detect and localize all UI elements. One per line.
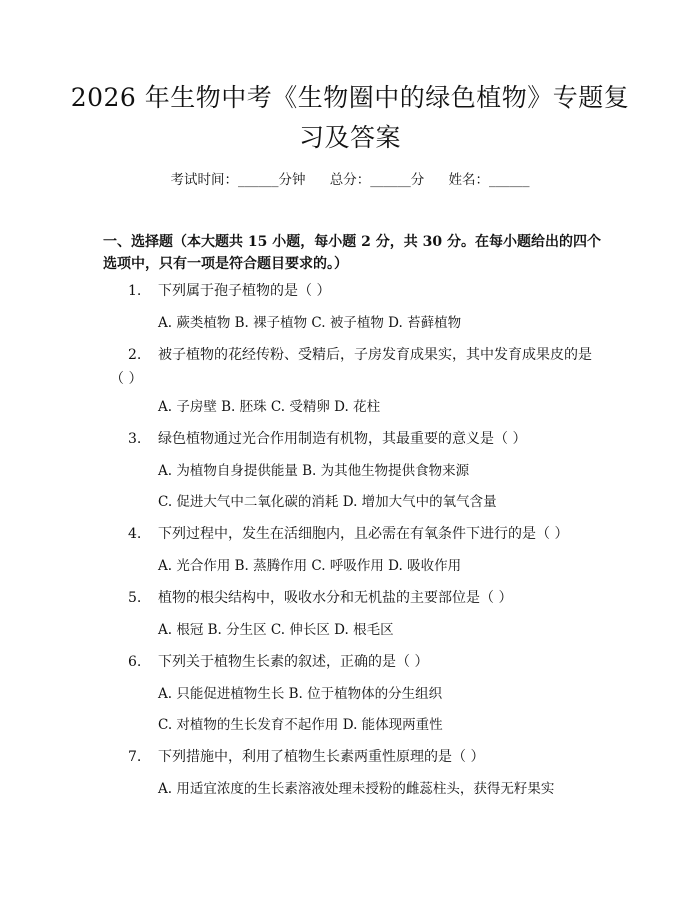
question-number: 1. — [128, 283, 142, 299]
question-7 — [110, 745, 592, 769]
question-number: 6. — [128, 654, 142, 670]
question-6-options-line1: A. 只能促进植物生长 B. 位于植物体的分生组织 — [158, 686, 443, 702]
question-1 — [110, 279, 592, 303]
question-text: 下列关于植物生长素的叙述，正确的是（ ） — [158, 654, 429, 670]
question-3 — [110, 427, 592, 451]
student-name-field: 姓名：______ — [448, 172, 530, 188]
question-number: 7. — [128, 749, 142, 765]
question-2-options: A. 子房壁 B. 胚珠 C. 受精卵 D. 花柱 — [158, 399, 381, 415]
question-number: 2. — [128, 347, 142, 363]
question-3-options-line1: A. 为植物自身提供能量 B. 为其他生物提供食物来源 — [158, 463, 470, 479]
question-2 — [110, 343, 592, 391]
question-text: 植物的根尖结构中，吸收水分和无机盐的主要部位是（ ） — [158, 590, 513, 606]
question-text: 下列措施中，利用了植物生长素两重性原理的是（ ） — [158, 749, 485, 765]
exam-time-field: 考试时间：______分钟 — [170, 172, 306, 188]
section-heading-choice: 一、选择题（本大题共 15 小题，每小题 2 分，共 30 分。在每小题给出的四个选项中，只有一项是符合题目要求的。） — [103, 234, 601, 272]
question-6 — [110, 650, 592, 674]
question-5-options: A. 根冠 B. 分生区 C. 伸长区 D. 根毛区 — [158, 622, 394, 638]
page-title: 2026 年生物中考《生物圈中的绿色植物》专题复习及答案 — [70, 83, 630, 152]
question-5 — [110, 586, 592, 610]
total-score-field: 总分：______分 — [329, 172, 425, 188]
question-4 — [110, 522, 592, 546]
question-4-options: A. 光合作用 B. 蒸腾作用 C. 呼吸作用 D. 吸收作用 — [158, 558, 462, 574]
question-number: 4. — [128, 526, 142, 542]
question-6-options-line2: C. 对植物的生长发育不起作用 D. 能体现两重性 — [158, 717, 443, 733]
question-3-options-line2: C. 促进大气中二氧化碳的消耗 D. 增加大气中的氧气含量 — [158, 494, 497, 510]
question-text: 下列过程中，发生在活细胞内，且必需在有氧条件下进行的是（ ） — [158, 526, 569, 542]
question-number: 3. — [128, 431, 142, 447]
question-text: 被子植物的花经传粉、受精后，子房发育成果实，其中发育成果皮的是（ ） — [110, 347, 592, 387]
exam-info-line — [0, 168, 700, 188]
question-7-options: A. 用适宜浓度的生长素溶液处理未授粉的雌蕊柱头，获得无籽果实 — [158, 781, 555, 797]
question-number: 5. — [128, 590, 142, 606]
question-1-options: A. 蕨类植物 B. 裸子植物 C. 被子植物 D. 苔藓植物 — [158, 315, 462, 331]
question-text: 下列属于孢子植物的是（ ） — [158, 283, 331, 299]
question-text: 绿色植物通过光合作用制造有机物，其最重要的意义是（ ） — [158, 431, 527, 447]
